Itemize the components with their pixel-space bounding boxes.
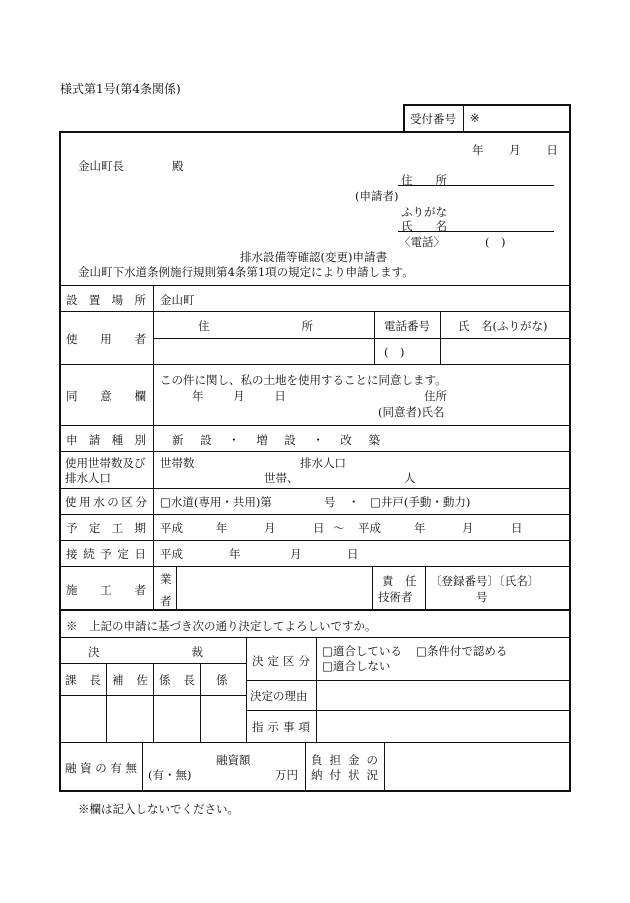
role-subsection-chief: 係 長 — [159, 673, 195, 687]
households-label-2: 排水人口 — [65, 471, 111, 485]
connection-date-label: 接 続 予 定 日 — [66, 547, 146, 561]
applicant-name-line[interactable] — [398, 231, 554, 232]
population-unit[interactable]: 人 — [404, 471, 416, 485]
stamp-box-subchief[interactable] — [155, 697, 198, 740]
office-note: ※ 上記の申請に基づき次の通り決定してよろしいですか。 — [66, 619, 377, 633]
contractor-sublabel-2: 者 — [160, 594, 172, 608]
location-value[interactable]: 金山町 — [160, 293, 195, 307]
water-number-unit: 号 — [324, 495, 336, 509]
applicant-address-label: 住 所 — [401, 173, 447, 187]
households-count-label: 世帯数 — [160, 456, 195, 470]
applicant-address-line[interactable] — [398, 185, 554, 186]
consent-name-label: (同意者)氏名 — [378, 405, 445, 419]
date-month: 月 — [509, 143, 521, 157]
option-conditional[interactable]: □条件付で認める — [416, 644, 508, 658]
financing-choice[interactable]: (有・無) — [148, 768, 192, 782]
decision-label: 決 裁 — [88, 645, 203, 659]
payment-status-field[interactable] — [386, 744, 568, 789]
contractor-company-field[interactable] — [178, 568, 370, 608]
date-year: 年 — [472, 143, 484, 157]
user-address-field[interactable] — [155, 340, 373, 362]
consent-text: この件に関し、私の土地を使用することに同意します。 — [160, 373, 447, 387]
form-reference: 様式第1号(第4条関係) — [60, 82, 181, 96]
water-supply-option[interactable]: □水道(専用・共用)第 — [160, 495, 272, 509]
role-section-chief: 課 長 — [65, 673, 101, 687]
user-label: 使 用 者 — [66, 332, 146, 346]
user-phone-header: 電話番号 — [384, 319, 430, 333]
schedule-end-year[interactable]: 年 — [414, 521, 426, 535]
households-unit[interactable]: 世帯、 — [264, 471, 299, 485]
schedule-end-era: 平成 — [358, 521, 381, 535]
decision-reason-label: 決定の理由 — [250, 689, 308, 703]
connection-year[interactable]: 年 — [229, 547, 241, 561]
registration-label: 〔登録番号〕〔氏名〕 — [430, 574, 540, 588]
connection-era: 平成 — [160, 547, 183, 561]
connection-day[interactable]: 日 — [347, 547, 359, 561]
application-form — [59, 131, 571, 611]
location-label: 設 置 場 所 — [66, 293, 146, 307]
date-line — [472, 142, 558, 158]
role-assistant: 補 佐 — [112, 673, 148, 687]
contractor-sublabel-1: 業 — [160, 572, 172, 586]
financing-amount-unit[interactable]: 万円 — [275, 768, 298, 782]
registration-number-suffix[interactable]: 号 — [476, 590, 488, 604]
applicant-name-label: 氏 名 — [401, 219, 447, 233]
stamp-box-chief[interactable] — [62, 697, 104, 740]
instruction-field[interactable] — [318, 712, 568, 740]
schedule-start-year[interactable]: 年 — [216, 521, 228, 535]
applicant-phone-label: 〈電話〉 — [399, 235, 445, 249]
option-noncompliant[interactable]: □適合しない — [322, 659, 391, 673]
user-phone-field[interactable]: ( ) — [384, 345, 405, 359]
engineer-label-2: 技術者 — [378, 590, 413, 604]
stamp-box-assistant[interactable] — [108, 697, 151, 740]
schedule-start-era: 平成 — [160, 521, 183, 535]
application-type-label: 申 請 種 別 — [66, 433, 146, 447]
user-name-header: 氏 名(ふりがな) — [458, 319, 548, 333]
schedule-tilde: ～ — [333, 521, 345, 535]
addressee-name: 金山町長 — [78, 159, 124, 173]
financing-label: 融 資 の 有 無 — [65, 761, 137, 775]
contractor-label: 施 工 者 — [66, 583, 146, 597]
consent-date[interactable]: 年 月 日 — [192, 389, 286, 403]
footer-note: ※欄は記入しないでください。 — [78, 802, 239, 816]
schedule-start-month[interactable]: 月 — [264, 521, 276, 535]
well-option[interactable]: □井戸(手動・動力) — [370, 495, 471, 509]
schedule-label: 予 定 工 期 — [66, 521, 146, 535]
payment-label-2: 納 付 状 況 — [311, 768, 378, 782]
role-staff: 係 — [216, 673, 228, 687]
stamp-box-staff[interactable] — [202, 697, 244, 740]
addressee-honorific: 殿 — [172, 159, 184, 173]
schedule-start-day[interactable]: 日 — [313, 521, 325, 535]
user-name-field[interactable] — [442, 340, 568, 362]
receipt-value[interactable]: ※ — [470, 111, 480, 125]
payment-label-1: 負 担 金 の — [311, 753, 378, 767]
schedule-end-day[interactable]: 日 — [511, 521, 523, 535]
water-separator: ・ — [348, 495, 360, 509]
decision-category-label: 決 定 区 分 — [252, 654, 310, 668]
instruction-label: 指 示 事 項 — [252, 720, 310, 734]
form-intro: 金山町下水道条例施行規則第4条第1項の規定により申請します。 — [78, 265, 414, 279]
applicant-role: (申請者) — [355, 189, 399, 203]
option-compliant[interactable]: □適合している — [322, 644, 402, 658]
form-title: 排水設備等確認(変更)申請書 — [240, 250, 387, 264]
consent-address-label: 住所 — [424, 389, 447, 403]
households-label-1: 使用世帯数及び — [65, 456, 146, 470]
water-type-label: 使 用 水 の 区 分 — [65, 495, 147, 509]
population-label: 排水人口 — [300, 456, 346, 470]
applicant-phone-parens[interactable]: ( ) — [485, 235, 506, 249]
applicant-furigana-label: ふりがな — [401, 205, 447, 219]
application-type-options[interactable]: 新 設 ・ 増 設 ・ 改 築 — [172, 433, 380, 447]
user-address-header: 住 所 — [198, 319, 313, 333]
date-day: 日 — [546, 143, 558, 157]
decision-reason-field[interactable] — [318, 682, 568, 708]
schedule-end-month[interactable]: 月 — [462, 521, 474, 535]
engineer-label-1: 責 任 — [382, 574, 417, 588]
financing-amount-label: 融資額 — [216, 753, 251, 767]
consent-label: 同 意 欄 — [66, 389, 146, 403]
receipt-label: 受付番号 — [410, 112, 456, 126]
connection-month[interactable]: 月 — [290, 547, 302, 561]
